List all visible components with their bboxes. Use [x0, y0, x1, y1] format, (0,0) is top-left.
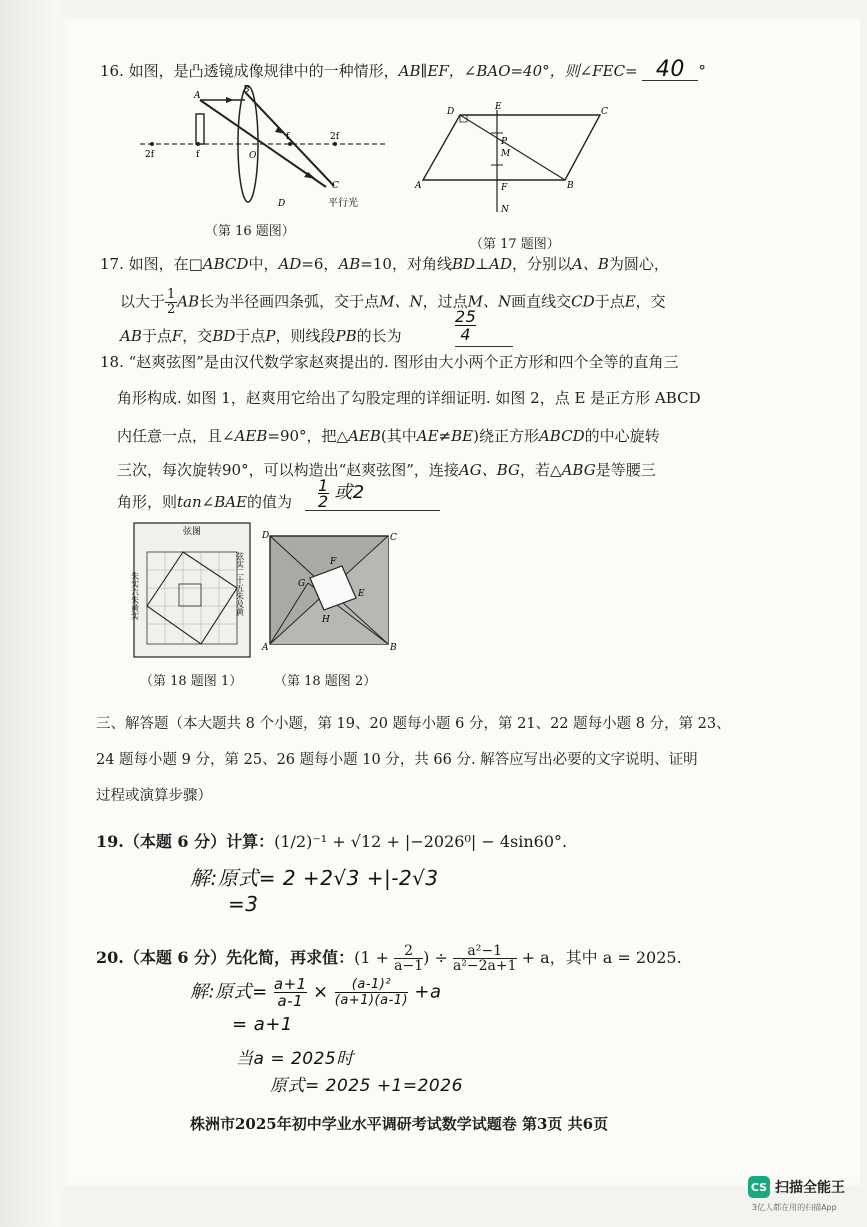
q18-line1: 18. “赵爽弦图”是由汉代数学家赵爽提出的. 图形由大小两个正方形和四个全等的直角三	[100, 353, 679, 371]
q18-fig2-label-A: A	[262, 643, 269, 653]
page-footer: 株洲市2025年初中学业水平调研考试数学试题卷 第3页 共6页	[190, 1115, 609, 1133]
q20-handwritten-3: 当a = 2025时	[236, 1049, 354, 1069]
q17-label-N: N	[501, 205, 509, 215]
q16-label-C: C	[332, 181, 339, 191]
q20-question: 20.（本题 6 分）先化简，再求值：(1 + $\frac{2}{a-1}$ ) ÷ $\frac{\text{a²−1}}{\text{a²−2a+1}}$ + a，其中 a = 2025.	[96, 943, 682, 974]
q18-fig2-label-D: D	[262, 531, 270, 541]
q18-caption-2: （第 18 题图 2）	[274, 674, 377, 689]
q18-fig1-left-text: 朱实六朱黄实	[130, 572, 140, 620]
q17-answer: 25 4	[455, 307, 477, 344]
q16-caption: （第 16 题图）	[205, 224, 295, 239]
q18-line5: 角形，则tan∠BAE的值为	[117, 493, 293, 511]
scanner-logo-icon: CS	[748, 1176, 770, 1198]
q18-fig2-label-E: E	[358, 589, 365, 599]
q19-handwritten-2: =3	[228, 892, 259, 916]
q17-caption: （第 17 题图）	[470, 237, 560, 252]
q16-object	[196, 114, 204, 144]
section3-line3: 过程或演算步骤）	[96, 788, 212, 804]
q16-arrow-1	[226, 97, 234, 103]
q18-fig1-top-text: 弦图	[183, 527, 202, 537]
q18-fig1-right-text: 弦实二十五朱及黄	[235, 552, 245, 616]
q16-label-2f-left: 2f	[145, 150, 155, 160]
q17-diagonal-BD	[460, 115, 565, 180]
q17-label-M: M	[501, 149, 511, 159]
q17-line1: 17. 如图，在□ABCD中，AD=6，AB=10，对角线BD⊥AD，分别以A、B为圆心，	[100, 255, 669, 273]
q19-question: 19.（本题 6 分）计算：(1/2)⁻¹ + √12 + |−2026⁰| − 4sin60°.	[96, 832, 568, 851]
q18-fig2-label-B: B	[390, 643, 397, 653]
q17-line3: AB于点F，交BD于点P，则线段PB的长为	[120, 327, 402, 345]
q16-light-label: 平行光	[328, 198, 358, 209]
q16-condition: AB∥EF，∠BAO=40°，则∠FEC=	[398, 62, 638, 80]
section3-line1: 三、解答题（本大题共 8 个小题，第 19、20 题每小题 6 分，第 21、22 题每小题 8 分，第 23、	[96, 716, 731, 732]
q17-label-D: D	[447, 107, 455, 117]
q18-fig2-label-F: F	[330, 557, 337, 567]
q20-handwritten-1: 解:原式= $\frac{a+1}{a-1}$ × $\frac{\text{(a-1)²}}{(a+1)(a-1)}$ +a	[190, 975, 442, 1010]
q17-line2: 以大于 $\frac{1}{2}$ AB长为半径画四条弧，交于点M、N，过点M、N画直线交CD于点E，交	[120, 287, 666, 317]
q16-label-D: D	[278, 199, 286, 209]
q16-label-f-left: f	[196, 150, 200, 160]
q16-label-2f-right: 2f	[330, 132, 340, 142]
q18-figure-1	[130, 522, 251, 658]
q18-line4: 三次，每次旋转90°，可以构造出“赵爽弦图”，连接AG、BG，若△ABG是等腰三	[117, 461, 656, 479]
q18-figure-2	[260, 528, 400, 656]
q16-label-B: B	[243, 85, 250, 95]
q18-fig2-label-C: C	[390, 533, 397, 543]
q16-label-O: O	[249, 151, 257, 161]
q17-label-C: C	[601, 107, 608, 117]
q17-figure	[415, 100, 615, 225]
q17-label-P: P	[501, 137, 508, 147]
q18-line2: 角形构成. 如图 1，赵爽用它给出了勾股定理的详细证明. 如图 2，点 E 是正方形 ABCD	[117, 389, 701, 407]
page-crease-shadow	[0, 0, 70, 1227]
q18-fig2-label-H: H	[322, 615, 330, 625]
q16-figure	[130, 82, 390, 217]
q16-answer: 40	[642, 60, 698, 81]
q17-label-A: A	[415, 181, 422, 191]
section3-line2: 24 题每小题 9 分，第 25、26 题每小题 10 分，共 66 分. 解答应写出必要的文字说明、证明	[96, 752, 698, 768]
q18-caption-1: （第 18 题图 1）	[140, 674, 243, 689]
q16-text: 16. 如图，是凸透镜成像规律中的一种情形，	[100, 62, 399, 80]
q16-unit: °	[698, 62, 706, 80]
scanner-watermark	[748, 1176, 845, 1198]
q20-handwritten-4: 原式= 2025 +1=2026	[270, 1076, 463, 1096]
scanner-app-name: 扫描全能王	[775, 1180, 845, 1196]
q18-answer: $\frac{1}{2}$ 或2	[318, 476, 365, 511]
q18-line3: 内任意一点，且∠AEB=90°，把△AEB(其中AE≠BE)绕正方形ABCD的中心旋转	[117, 427, 660, 445]
q19-handwritten-1: 解:原式= 2 +2√3 +|-2√3	[190, 866, 439, 890]
q17-answer-blank	[455, 346, 513, 347]
q20-handwritten-2: = a+1	[232, 1014, 293, 1035]
q17-label-B: B	[567, 181, 574, 191]
scanner-tagline: 3亿人都在用的扫描App	[752, 1203, 837, 1212]
q16-question	[100, 57, 706, 82]
q18-fig2-label-G: G	[298, 579, 306, 589]
q17-fraction: $\frac{1}{2}$	[167, 287, 176, 317]
q17-label-E: E	[495, 102, 502, 112]
q17-label-F: F	[501, 183, 508, 193]
q16-label-f-right: f	[286, 132, 290, 142]
q16-label-A: A	[194, 91, 201, 101]
